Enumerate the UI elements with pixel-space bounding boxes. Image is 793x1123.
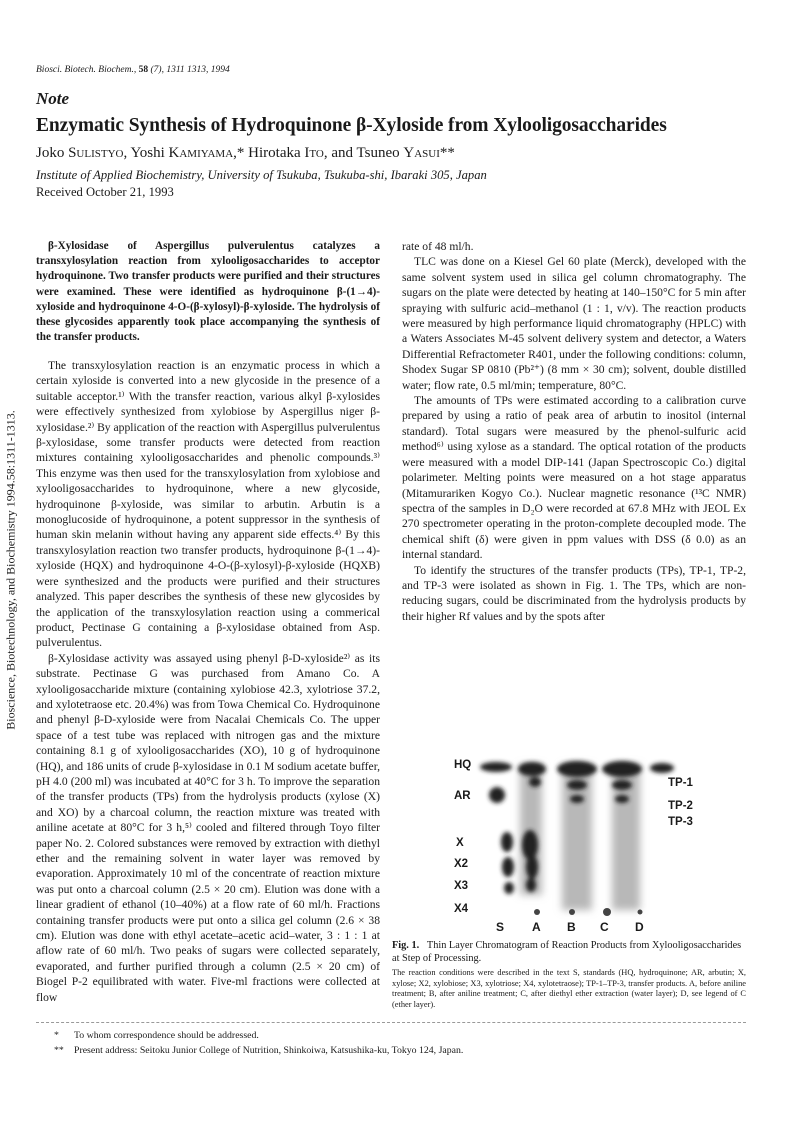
figure-label: Fig. 1. xyxy=(392,940,420,951)
figure-caption-text: Thin Layer Chromatogram of Reaction Products from Xylooligosaccharides at Step of Processing. xyxy=(392,940,742,964)
journal-volume: 58 xyxy=(138,65,149,75)
author-separator: , and Tsuneo xyxy=(323,145,404,161)
tlc-label-hq: HQ xyxy=(454,759,472,771)
side-citation xyxy=(4,380,18,760)
tlc-label-tp3: TP-3 xyxy=(668,816,693,828)
right-column xyxy=(402,239,746,624)
journal-name: Biosci. Biotech. Biochem., xyxy=(36,65,137,75)
figure-legend: The reaction conditions were described in the text S, standards (HQ, hydroquinone; AR, arbutin; X, xylose; X2, xylobiose; X3, xylotriose; X4, xylotetraose); TP-1–TP-3, transfer products. A, before aniline treatment; B, after aniline treatment; C, after diethyl ether extraction (water layer); D, see legend of C (ether layer). xyxy=(392,968,746,1009)
received-date: Received October 21, 1993 xyxy=(36,185,174,199)
tlc-label-tp2: TP-2 xyxy=(668,800,693,812)
body-paragraph: To identify the structures of the transfer products (TPs), TP-1, TP-2, and TP-3 were isolated as shown in Fig. 1. The TPs, which are non-reducing sugars, could be discriminated from the hydrolysis products by their higher Rf values and by the spots after xyxy=(402,563,746,623)
body-paragraph: rate of 48 ml/h. xyxy=(402,240,474,253)
body-paragraph: The transxylosylation reaction is an enzymatic process in which a certain xyloside is converted into a new glycoside in the presence of a suitable acceptor.¹⁾ With the transfer reaction, various alkyl β-xylosides were effectively synthesized from xylobiose by Aspergillus niger β-xylosidase.²⁾ By application of the reaction with Aspergillus pulverulentus β-xylosidase, some transfer products were detected from reaction mixtures containing xylooligosaccharides and phenolic compounds.³⁾ This enzyme was then used for the transxylosylation from xylobiose and xylooligosaccharides to hydroquinone, where a new glycoside, hydroquinone β-xyloside, was similar to arbutin. Arbutin is a monoglucoside of hydroquinone, a potent suppressor in the synthesis of human skin melanin without having any apparent side effects.⁴⁾ By this transxylosylation reaction two transfer products, hydroquinone β-(1→4)-xyloside (HQX) and hydroquinone 4-O-(β-xylosyl)-β-xyloside (HQXB) were synthesized and the products were purified and their structures analyzed. This paper describes the synthesis of these new glycosides by the application of the transxylosylation reaction using a commerical product, Pectinase G containing a β-xylosidase obtained from Asp. pulverulentus. xyxy=(36,359,380,650)
tlc-label-tp1: TP-1 xyxy=(668,777,693,789)
tlc-label-x2: X2 xyxy=(454,858,469,870)
abstract: β-Xylosidase of Aspergillus pulverulentus catalyzes a transxylosylation reaction from xylooligosaccharides to acceptor hydroquinone. Two transfer products were purified and their structures were examined. These were identified as hydroquinone β-(1→4)-xyloside and hydroquinone 4-O-(β-xylosyl)-β-xyloside. The hydrolysis of these glycosides apparently took place accompanying the synthesis of the transfer products. xyxy=(36,240,380,344)
footnote-mark: ** xyxy=(54,1045,64,1056)
paper-title: Enzymatic Synthesis of Hydroquinone β-Xyloside from Xylooligosaccharides xyxy=(36,115,667,136)
lane-label-c: C xyxy=(600,920,609,934)
tlc-label-x3: X3 xyxy=(454,880,469,892)
author-given: Joko xyxy=(36,145,69,161)
tlc-label-ar: AR xyxy=(454,790,471,802)
author-separator: ,* Hirotaka xyxy=(233,145,305,161)
journal-pages: (7), 1311 1313, 1994 xyxy=(148,65,230,75)
side-citation-text: Bioscience, Biotechnology, and Biochemistry 1994.58:1311-1313. xyxy=(3,410,18,730)
footnote-mark: * xyxy=(54,1030,59,1041)
lane-label-a: A xyxy=(532,920,541,934)
footnote xyxy=(54,1045,463,1056)
journal-citation xyxy=(36,65,230,75)
author-list xyxy=(36,145,455,162)
lane-label-b: B xyxy=(567,920,576,934)
author-surname: Ito xyxy=(304,145,324,161)
affiliation: Institute of Applied Biochemistry, University of Tsukuba, Tsukuba-shi, Ibaraki 305, Japan xyxy=(36,168,487,182)
footnote-divider xyxy=(36,1022,746,1023)
body-paragraph: The amounts of TPs were estimated according to a calibration curve prepared by using a ratio of peak area of arbutin to inositol (internal standard). Total sugars were measured by the phenol-sulfuric acid method⁶⁾ using xylose as a standard. The optical rotation of the products were measured with a model DIP-141 (Japan Spectroscopic Co.) digital polarimeter. Melting points were measured on a hot stage apparatus (Mitamurariken Kogyo Co.). Nuclear magnetic resonance (¹³C NMR) spectra of the samples in D₂O were recorded at 67.8 MHz with JEOL Ex 270 spectrometer operating in the proton-complete decoupled mode. The chemical shift (δ) were given in ppm values with DSS (δ 0.0) as an internal standard. xyxy=(402,394,746,562)
lane-label-s: S xyxy=(496,920,505,934)
author-surname: Kamiyama xyxy=(168,145,234,161)
author-marker: ** xyxy=(439,145,455,161)
footnote xyxy=(54,1030,259,1041)
figure-caption xyxy=(392,940,746,965)
left-column xyxy=(36,358,380,1005)
tlc-label-x: X xyxy=(456,837,464,849)
lane-label-d: D xyxy=(635,920,644,934)
footnote-text: Present address: Seitoku Junior College of Nutrition, Shinkoiwa, Katsushika-ku, Tokyo 124, Japan. xyxy=(74,1045,464,1056)
footnote-text: To whom correspondence should be addressed. xyxy=(74,1030,259,1041)
author-separator: , Yoshi xyxy=(123,145,169,161)
body-paragraph: β-Xylosidase activity was assayed using phenyl β-D-xyloside²⁾ as its substrate. Pectinase G was purchased from Amano Co. A xylooligosaccharide mixture (containing xylobiose 42.3, xylotriose 37.2, and xylotetraose etc. 20.4%) was from Towa Chemical Co. Hydroquinone and phenyl β-D-xyloside were from Nacalai Chemicals Co. The upper space of a test tube was replaced with nitrogen gas and the mixture containing 8.1 g of xylooligosaccharides (XO), 10 g of hydroquinone (HQ), and 186 units of crude β-xylosidase in 0.1 M sodium acetate buffer, pH 4.0 (200 ml) was incubated at 40°C for 3 h. To improve the separation of the transfer products (TPs) from the hydrolysis products (xylose (X) and XO) by a charcoal column, the reaction mixture was treated with aniline acetate at 80°C for 3 h,⁵⁾ cooled and filtered through Toyo filter paper No. 2. Colored substances were removed by extraction with diethyl ether and the remaining solvent in water layer was removed by evaporation. Approximately 10 ml of the concentrate of reaction mixture was put onto a charcoal column (2.5 × 20 cm). Elution was done with a linear gradient of ethanol (10–40%) at a flow rate of 60 ml/h. Fractions containing transfer products were put onto a silica gel column (2.6 × 38 cm). Elution was done with ethyl acetate–acetic acid–water, 3 : 1 : 1 at aflow rate of 60 ml/h. Two peaks of sugars were collected separately, evaporated, and further purified through a column (2.5 × 20 cm) of Biogel P-2 equilibrated with water. Five-ml fractions were collected at flow xyxy=(36,651,380,1004)
section-label: Note xyxy=(36,89,70,108)
body-paragraph: TLC was done on a Kiesel Gel 60 plate (Merck), developed with the same solvent system used in silica gel column chromatography. The sugars on the plate were detected by heating at 140–150°C for 5 min after spraying with sulfuric acid–methanol (1 : 1, v/v). The reaction products were measured by high performance liquid chromatography (HPLC) with a Waters Associates M-45 solvent delivery system and detector, a Waters Differential Refractometer R401, under the following conditions: column, Shodex Sugar SP 0810 (Pb²⁺) (8 mm × 30 cm); solvent, double distilled water; flow rate, 0.5 ml/min; temperature, 80°C. xyxy=(402,255,746,392)
tlc-label-x4: X4 xyxy=(454,903,469,915)
author-surname: Yasui xyxy=(403,145,440,161)
author-surname: Sulistyo xyxy=(68,145,124,161)
